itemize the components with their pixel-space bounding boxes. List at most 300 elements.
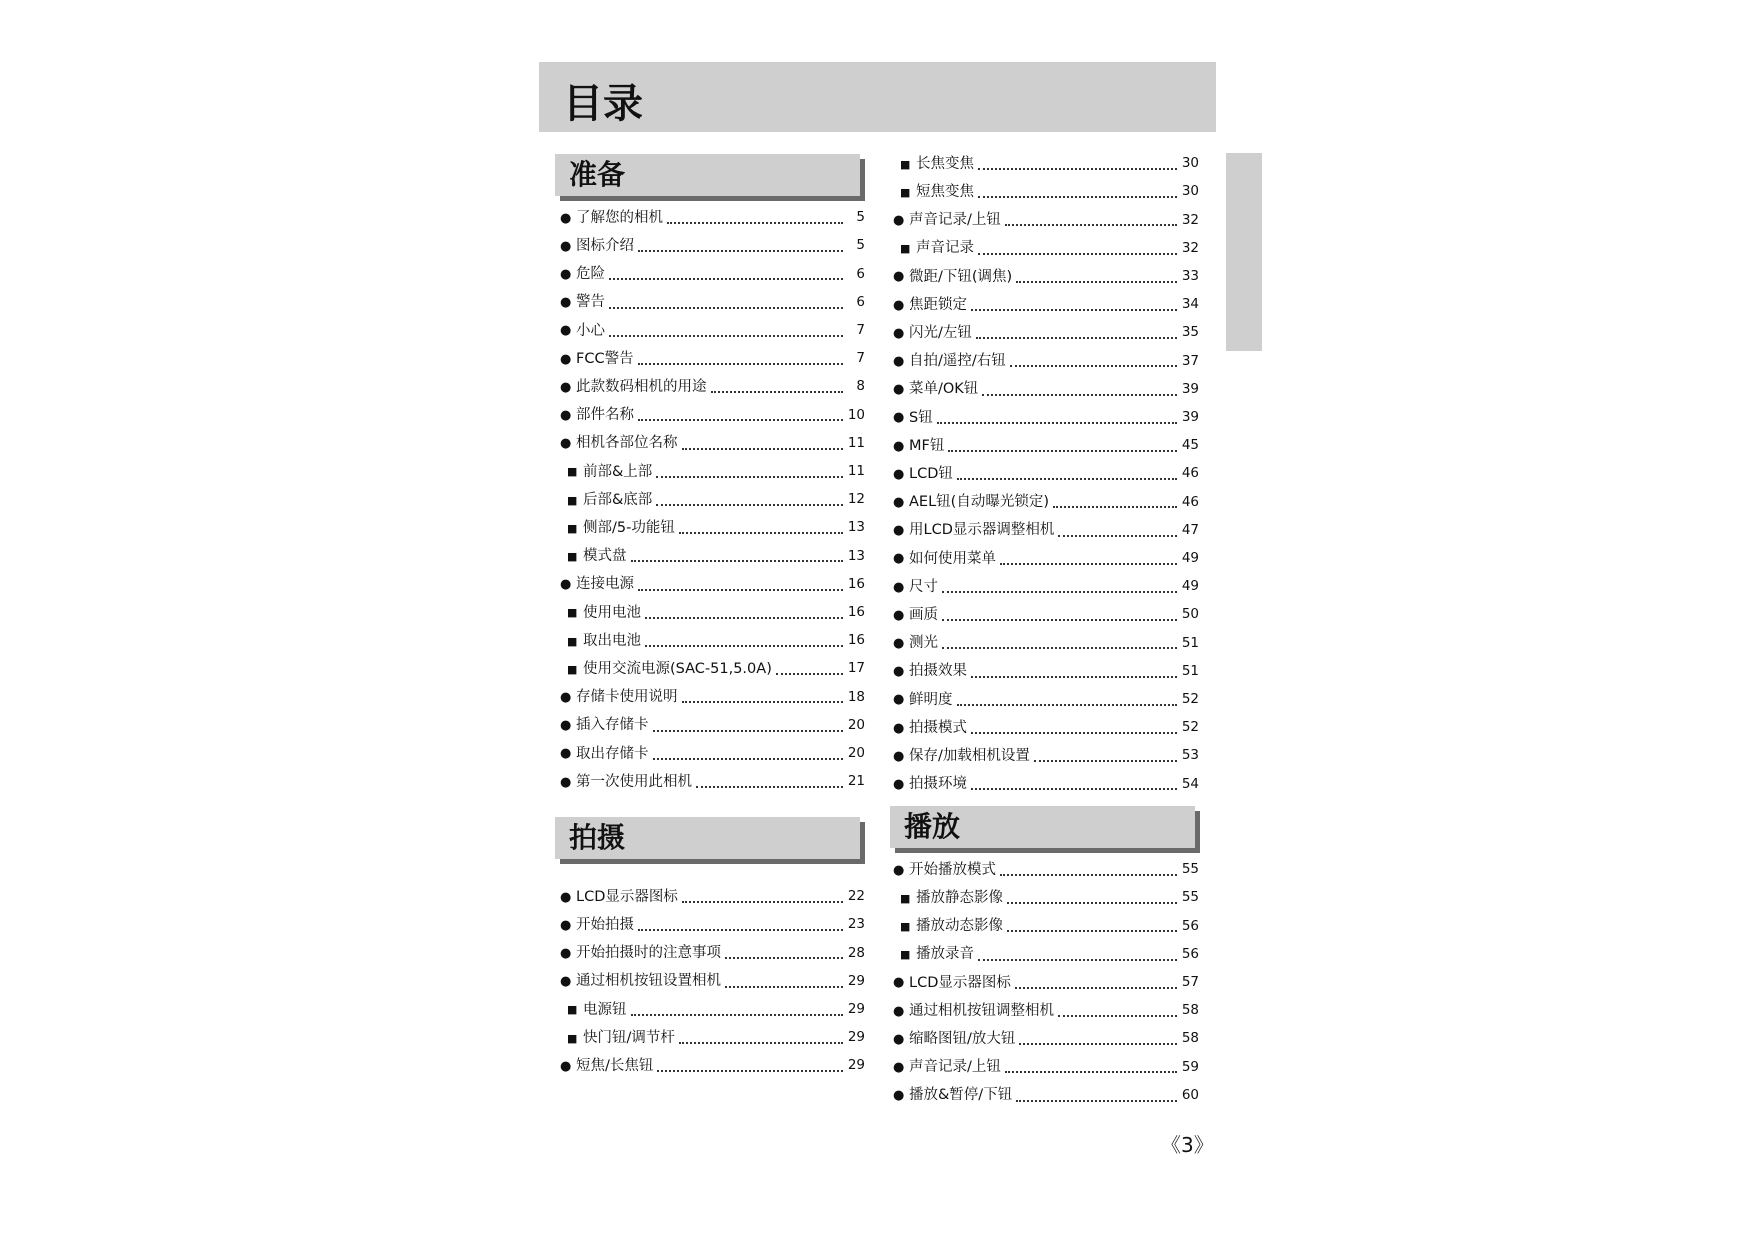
toc-entry-label: 焦距锁定 [909,296,967,313]
toc-entry [560,1056,865,1076]
square-bullet-icon: ■ [567,1031,578,1045]
dot-leader [725,980,843,988]
toc-entry [560,1000,865,1020]
dot-leader [978,162,1177,170]
dot-leader [1019,1037,1177,1045]
toc-entry [560,405,865,425]
toc-entry-label: 电源钮 [583,1001,627,1018]
toc-entry [560,236,865,256]
toc-entry [560,546,865,566]
toc-entry-page: 52 [1181,719,1199,736]
dot-leader [682,442,844,450]
toc-entry-label: 拍摄环境 [909,776,967,793]
dot-leader [711,385,844,393]
toc-entry-label: 后部&底部 [583,491,653,508]
round-bullet-icon: ● [893,607,905,623]
toc-entry-label: 第一次使用此相机 [576,773,692,790]
toc-entry-label: 短焦变焦 [916,183,974,200]
dot-leader [631,1008,844,1016]
toc-entry-page: 52 [1181,691,1199,708]
toc-entry-label: 开始拍摄 [576,916,634,933]
toc-entry-page: 7 [856,322,865,339]
round-bullet-icon: ● [893,862,905,878]
toc-entry-label: 开始拍摄时的注意事项 [576,945,721,962]
toc-entry-page: 16 [847,632,865,649]
dot-leader [1016,1094,1177,1102]
toc-list-play [893,860,1199,1130]
toc-entry-page: 58 [1181,1030,1199,1047]
toc-entry [560,518,865,538]
square-bullet-icon: ■ [567,549,578,563]
dot-leader [638,244,843,252]
toc-entry-label: 拍摄效果 [909,663,967,680]
toc-entry [893,323,1199,343]
toc-entry [560,264,865,284]
toc-entry-label: 插入存储卡 [576,717,649,734]
round-bullet-icon: ● [893,325,905,341]
dot-leader [682,895,843,903]
round-bullet-icon: ● [893,635,905,651]
toc-entry-label: 如何使用菜单 [909,550,996,567]
toc-entry-label: LCD显示器图标 [909,974,1011,991]
round-bullet-icon: ● [560,351,572,367]
toc-entry-page: 54 [1181,775,1199,792]
toc-entry-label: 存储卡使用说明 [576,689,678,706]
toc-entry-page: 18 [847,688,865,705]
dot-leader [957,698,1178,706]
toc-entry [893,1057,1199,1077]
round-bullet-icon: ● [560,774,572,790]
side-tab [1226,153,1262,351]
toc-entry-label: 部件名称 [576,407,634,424]
toc-entry-page: 22 [847,888,865,905]
square-bullet-icon: ■ [567,606,578,620]
toc-entry-page: 13 [847,547,865,564]
dot-leader [1053,500,1177,508]
toc-entry-page: 17 [847,660,865,677]
round-bullet-icon: ● [560,746,572,762]
toc-entry-label: 微距/下钮(调焦) [909,268,1013,285]
toc-entry-page: 32 [1181,211,1199,228]
toc-entry [893,690,1199,710]
toc-entry [893,662,1199,682]
toc-entry-page: 21 [847,773,865,790]
toc-entry-page: 11 [847,463,865,480]
toc-list-shoot [560,887,865,1087]
round-bullet-icon: ● [893,692,905,708]
toc-entry [560,659,865,679]
round-bullet-icon: ● [893,466,905,482]
toc-entry-page: 59 [1181,1058,1199,1075]
toc-entry-label: 连接电源 [576,576,634,593]
round-bullet-icon: ● [893,212,905,228]
toc-entry-label: 画质 [909,606,938,623]
round-bullet-icon: ● [893,748,905,764]
toc-entry-page: 50 [1181,606,1199,623]
toc-entry-page: 6 [856,265,865,282]
toc-entry-page: 30 [1181,183,1199,200]
section-heading: 播放 [904,810,961,843]
dot-leader [638,583,843,591]
toc-entry [560,603,865,623]
dot-leader [978,190,1177,198]
round-bullet-icon: ● [560,974,572,990]
round-bullet-icon: ● [560,718,572,734]
toc-entry-label: 声音记录/上钮 [909,212,1001,229]
toc-entry-page: 13 [847,519,865,536]
round-bullet-icon: ● [893,579,905,595]
toc-entry [893,436,1199,456]
round-bullet-icon: ● [893,269,905,285]
dot-leader [776,667,843,675]
section-header-play [890,806,1195,848]
toc-entry [893,464,1199,484]
dot-leader [1000,557,1177,565]
toc-entry-page: 34 [1181,296,1199,313]
dot-leader [1005,218,1177,226]
round-bullet-icon: ● [893,494,905,510]
toc-entry [893,1001,1199,1021]
dot-leader [978,247,1177,255]
toc-entry-label: 声音记录/上钮 [909,1059,1001,1076]
dot-leader [957,472,1177,480]
toc-entry-page: 45 [1181,437,1199,454]
dot-leader [638,923,843,931]
dot-leader [1058,1009,1177,1017]
toc-entry-page: 28 [847,944,865,961]
toc-entry-label: 使用电池 [583,604,641,621]
dot-leader [631,554,844,562]
toc-entry [893,746,1199,766]
dot-leader [1010,359,1177,367]
toc-entry-page: 55 [1181,861,1199,878]
section-header-prep [555,154,860,196]
round-bullet-icon: ● [893,776,905,792]
round-bullet-icon: ● [560,407,572,423]
dot-leader [971,303,1177,311]
dot-leader [942,641,1177,649]
toc-entry [893,605,1199,625]
toc-entry-label: 鲜明度 [909,691,953,708]
toc-entry [893,633,1199,653]
toc-entry-label: 此款数码相机的用途 [576,378,707,395]
toc-entry-label: MF钮 [909,437,945,454]
toc-entry-page: 29 [847,1057,865,1074]
dot-leader [982,388,1177,396]
toc-entry-page: 56 [1181,917,1199,934]
toc-entry [560,772,865,792]
round-bullet-icon: ● [560,945,572,961]
round-bullet-icon: ● [893,297,905,313]
round-bullet-icon: ● [893,1059,905,1075]
toc-entry [893,774,1199,794]
title-bar [539,62,1216,132]
round-bullet-icon: ● [560,210,572,226]
toc-entry-page: 49 [1181,578,1199,595]
toc-entry-label: 播放静态影像 [916,889,1003,906]
toc-entry-page: 12 [847,491,865,508]
toc-entry-page: 23 [847,916,865,933]
toc-entry-page: 29 [847,1001,865,1018]
toc-entry-page: 11 [847,434,865,451]
square-bullet-icon: ■ [900,242,911,256]
square-bullet-icon: ■ [900,157,911,171]
toc-entry-page: 47 [1181,521,1199,538]
dot-leader [653,724,844,732]
toc-entry-label: 自拍/遥控/右钮 [909,353,1006,370]
toc-entry [560,972,865,992]
square-bullet-icon: ■ [900,948,911,962]
round-bullet-icon: ● [560,379,572,395]
toc-entry-label: LCD显示器图标 [576,888,678,905]
toc-entry-page: 16 [847,604,865,621]
dot-leader [725,951,843,959]
toc-entry-label: 取出存储卡 [576,745,649,762]
toc-entry [893,1029,1199,1049]
toc-entry-page: 56 [1181,945,1199,962]
toc-entry-page: 5 [856,209,865,226]
toc-entry [893,408,1199,428]
dot-leader [679,1036,843,1044]
toc-entry-page: 60 [1181,1086,1199,1103]
toc-entry-page: 20 [847,745,865,762]
toc-entry-label: 开始播放模式 [909,861,996,878]
page-number: 《3》 [1161,1133,1214,1157]
toc-entry [893,182,1199,202]
dot-leader [1016,275,1177,283]
toc-entry-page: 30 [1181,155,1199,172]
round-bullet-icon: ● [893,523,905,539]
toc-entry-label: 短焦/长焦钮 [576,1057,654,1074]
toc-entry [560,687,865,707]
toc-entry-page: 39 [1181,380,1199,397]
dot-leader [1007,896,1177,904]
dot-leader [942,613,1177,621]
round-bullet-icon: ● [893,1088,905,1104]
square-bullet-icon: ■ [900,891,911,905]
dot-leader [937,416,1177,424]
dot-leader [978,953,1177,961]
round-bullet-icon: ● [893,382,905,398]
toc-entry [560,434,865,454]
square-bullet-icon: ■ [567,634,578,648]
round-bullet-icon: ● [893,353,905,369]
dot-leader [1015,981,1177,989]
toc-entry [893,718,1199,738]
toc-entry-label: 侧部/5-功能钮 [583,519,675,536]
round-bullet-icon: ● [893,438,905,454]
toc-entry [560,744,865,764]
toc-entry [893,295,1199,315]
toc-entry-page: 7 [856,350,865,367]
toc-entry [560,208,865,228]
toc-entry [560,716,865,736]
dot-leader [1034,754,1177,762]
toc-entry-label: 保存/加载相机设置 [909,747,1030,764]
round-bullet-icon: ● [560,323,572,339]
toc-entry-label: 尺寸 [909,578,938,595]
toc-entry-page: 5 [856,237,865,254]
toc-entry [893,521,1199,541]
toc-entry [893,549,1199,569]
dot-leader [976,331,1177,339]
round-bullet-icon: ● [560,436,572,452]
toc-entry-page: 20 [847,716,865,733]
square-bullet-icon: ■ [567,521,578,535]
toc-entry [893,577,1199,597]
round-bullet-icon: ● [560,295,572,311]
round-bullet-icon: ● [560,238,572,254]
toc-entry [893,916,1199,936]
toc-entry-page: 46 [1181,465,1199,482]
dot-leader [1000,868,1177,876]
toc-entry-page: 49 [1181,550,1199,567]
toc-entry [893,380,1199,400]
toc-entry-label: 拍摄模式 [909,719,967,736]
dot-leader [653,752,844,760]
toc-entry-page: 53 [1181,747,1199,764]
dot-leader [609,301,843,309]
toc-entry-label: 播放动态影像 [916,918,1003,935]
toc-entry [560,349,865,369]
dot-leader [609,272,843,280]
toc-entry [560,631,865,651]
toc-entry-page: 35 [1181,324,1199,341]
toc-entry-label: 声音记录 [916,240,974,257]
dot-leader [645,611,843,619]
round-bullet-icon: ● [560,577,572,593]
round-bullet-icon: ● [893,551,905,567]
toc-entry-page: 51 [1181,662,1199,679]
dot-leader [948,444,1177,452]
round-bullet-icon: ● [893,1031,905,1047]
toc-entry [560,293,865,313]
toc-entry-label: 了解您的相机 [576,209,663,226]
toc-list-prep [560,208,865,808]
toc-entry-label: 图标介绍 [576,237,634,254]
section-heading: 拍摄 [569,821,626,854]
toc-entry [560,943,865,963]
toc-entry [560,490,865,510]
toc-entry-label: 相机各部位名称 [576,435,678,452]
toc-entry-label: 危险 [576,266,605,283]
toc-entry-page: 39 [1181,409,1199,426]
round-bullet-icon: ● [893,1003,905,1019]
dot-leader [645,639,843,647]
toc-entry [560,462,865,482]
square-bullet-icon: ■ [567,1003,578,1017]
toc-entry [893,945,1199,965]
round-bullet-icon: ● [893,720,905,736]
dot-leader [656,498,843,506]
round-bullet-icon: ● [560,689,572,705]
toc-entry-label: 前部&上部 [583,463,653,480]
dot-leader [971,726,1177,734]
dot-leader [942,585,1177,593]
section-header-shoot [555,817,860,859]
dot-leader [656,470,843,478]
toc-entry-label: LCD钮 [909,465,953,482]
toc-entry-label: 缩略图钮/放大钮 [909,1030,1016,1047]
dot-leader [971,782,1177,790]
round-bullet-icon: ● [560,889,572,905]
square-bullet-icon: ■ [567,662,578,676]
toc-entry-label: AEL钮(自动曝光锁定) [909,494,1049,511]
toc-entry-label: 播放录音 [916,946,974,963]
toc-entry-page: 55 [1181,889,1199,906]
toc-entry [893,492,1199,512]
section-heading: 准备 [569,158,626,191]
toc-entry [560,887,865,907]
toc-entry-label: 测光 [909,635,938,652]
toc-entry-page: 57 [1181,974,1199,991]
toc-entry-label: S钮 [909,409,933,426]
toc-entry-label: 播放&暂停/下钮 [909,1087,1013,1104]
toc-entry-label: FCC警告 [576,350,634,367]
toc-entry-label: 警告 [576,294,605,311]
square-bullet-icon: ■ [567,493,578,507]
toc-entry [893,888,1199,908]
round-bullet-icon: ● [893,410,905,426]
dot-leader [1005,1065,1177,1073]
toc-entry [893,860,1199,880]
toc-entry-page: 29 [847,972,865,989]
toc-entry [560,575,865,595]
page-title: 目录 [563,81,643,127]
toc-entry-label: 通过相机按钮设置相机 [576,973,721,990]
toc-entry-label: 通过相机按钮调整相机 [909,1002,1054,1019]
toc-entry [893,210,1199,230]
toc-entry-label: 使用交流电源(SAC-51,5.0A) [583,660,772,677]
toc-entry-page: 33 [1181,268,1199,285]
dot-leader [971,670,1177,678]
dot-leader [638,357,843,365]
toc-entry-page: 32 [1181,239,1199,256]
round-bullet-icon: ● [893,975,905,991]
toc-entry-page: 29 [847,1029,865,1046]
dot-leader [1058,529,1177,537]
dot-leader [679,526,843,534]
toc-entry [893,1086,1199,1106]
round-bullet-icon: ● [560,917,572,933]
toc-list-right-top [893,154,1199,804]
dot-leader [1007,924,1177,932]
toc-entry-page: 46 [1181,493,1199,510]
dot-leader [657,1064,843,1072]
toc-entry-page: 8 [856,378,865,395]
toc-entry-label: 模式盘 [583,548,627,565]
toc-entry-page: 51 [1181,634,1199,651]
toc-entry [560,377,865,397]
toc-entry-label: 小心 [576,322,605,339]
toc-entry-label: 取出电池 [583,632,641,649]
toc-entry-label: 长焦变焦 [916,155,974,172]
dot-leader [667,216,843,224]
square-bullet-icon: ■ [900,185,911,199]
round-bullet-icon: ● [560,1058,572,1074]
toc-entry-page: 6 [856,293,865,310]
toc-entry-label: 用LCD显示器调整相机 [909,522,1055,539]
toc-entry-page: 16 [847,575,865,592]
toc-entry-label: 菜单/OK钮 [909,381,979,398]
toc-entry-label: 闪光/左钮 [909,324,972,341]
toc-entry [893,973,1199,993]
dot-leader [682,695,844,703]
toc-entry [893,154,1199,174]
square-bullet-icon: ■ [567,465,578,479]
toc-entry [893,267,1199,287]
toc-entry [560,321,865,341]
